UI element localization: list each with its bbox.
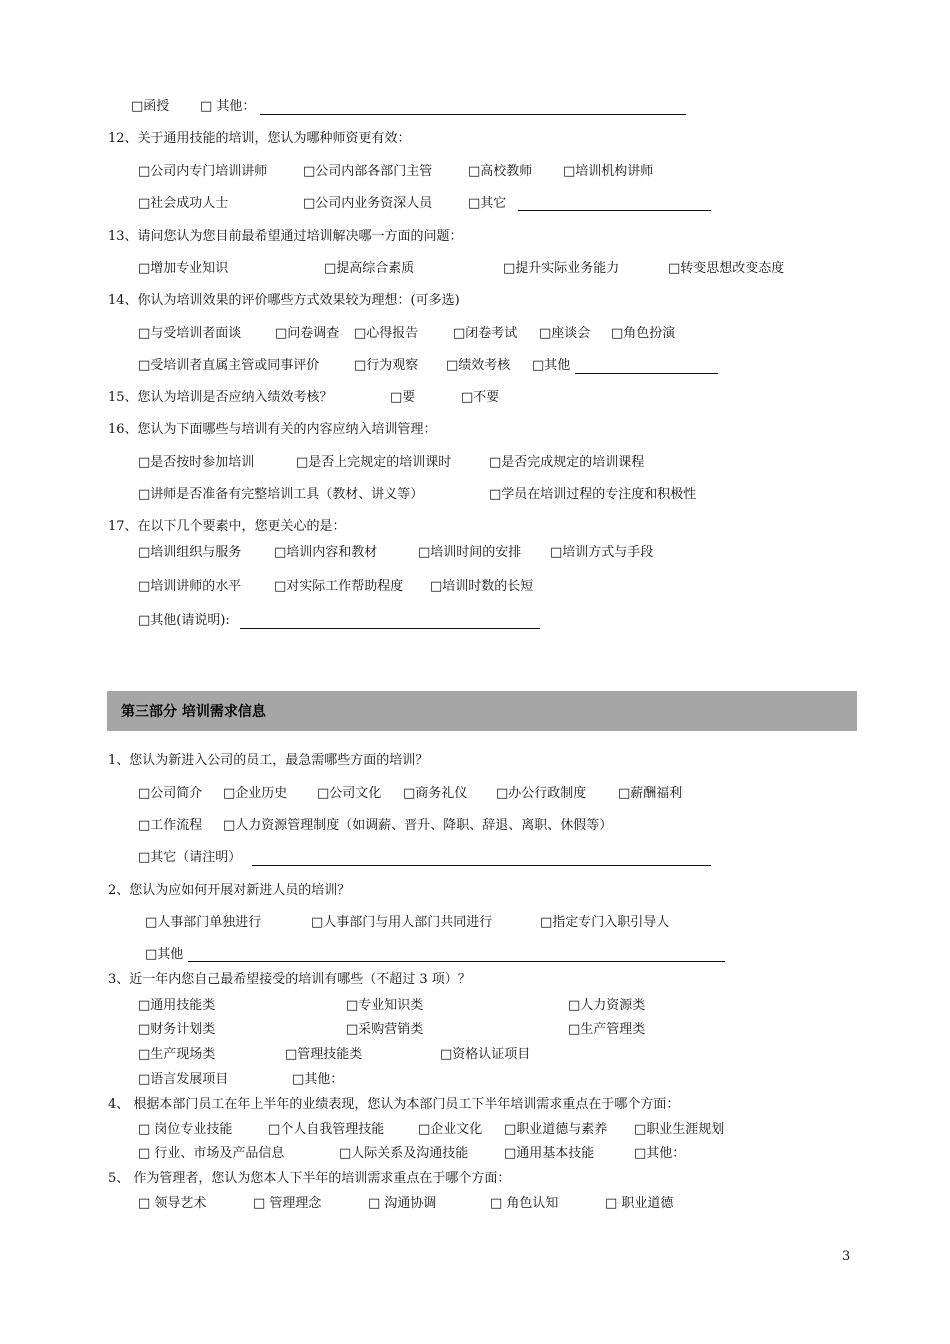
s3q3-option[interactable]: □专业知识类 [346,998,424,1013]
s3-question-5: 5、 作为管理者，您认为您本人下半年的培训需求重点在于哪个方面： [108,1171,511,1186]
s3q1-option[interactable]: □薪酬福利 [618,786,683,801]
q13-option[interactable]: □提高综合素质 [324,261,415,276]
section-header-bar [107,691,857,731]
q13-option[interactable]: □提升实际业务能力 [503,261,620,276]
q16-option[interactable]: □是否完成规定的培训课程 [489,455,645,470]
s3q3-option[interactable]: □采购营销类 [346,1022,424,1037]
q17-option[interactable]: □培训组织与服务 [138,545,242,560]
s3q1-option[interactable]: □企业历史 [223,786,288,801]
section-title: 第三部分 培训需求信息 [121,704,266,720]
fill-in-line[interactable] [575,373,718,374]
s3q4-option[interactable]: □职业道德与素养 [504,1122,608,1137]
s3-question-3: 3、近一年内您自己最希望接受的培训有哪些（不超过 3 项）？ [108,972,471,987]
s3q4-option[interactable]: □个人自我管理技能 [268,1122,385,1137]
s3q1-option[interactable]: □公司简介 [138,786,203,801]
s3q5-option[interactable]: □ 领导艺术 [138,1196,207,1211]
q14-option-other[interactable]: □其他 [532,358,571,373]
q17-option[interactable]: □培训讲师的水平 [138,579,242,594]
s3q3-option[interactable]: □管理技能类 [285,1047,363,1062]
s3q3-option[interactable]: □人力资源类 [568,998,646,1013]
s3q3-option[interactable]: □生产现场类 [138,1047,216,1062]
page-number: 3 [842,1249,851,1264]
q12-option[interactable]: □培训机构讲师 [563,164,654,179]
q14-option[interactable]: □行为观察 [354,358,419,373]
fill-in-line[interactable] [252,865,711,866]
q13-option[interactable]: □增加专业知识 [138,261,229,276]
fill-in-line[interactable] [518,210,711,211]
question-12: 12、关于通用技能的培训，您认为哪种师资更有效： [108,131,411,146]
s3q2-option[interactable]: □人事部门与用人部门共同进行 [311,915,493,930]
s3q1-option[interactable]: □公司文化 [317,786,382,801]
q17-option[interactable]: □培训时数的长短 [430,579,534,594]
s3q4-option[interactable]: □通用基本技能 [504,1146,595,1161]
q14-option[interactable]: □心得报告 [354,326,419,341]
s3q2-option[interactable]: □人事部门单独进行 [145,915,262,930]
s3q5-option[interactable]: □ 职业道德 [605,1196,674,1211]
s3q4-option[interactable]: □ 岗位专业技能 [138,1122,233,1137]
fill-in-line[interactable] [260,114,686,115]
q16-option[interactable]: □学员在培训过程的专注度和积极性 [489,487,697,502]
q14-option[interactable]: □问卷调查 [275,326,340,341]
s3q4-option-other[interactable]: □其他： [634,1146,686,1161]
q14-option[interactable]: □座谈会 [539,326,591,341]
q12-option-other[interactable]: □其它 [468,196,507,211]
q17-option-other[interactable]: □其他(请说明): [138,613,230,628]
s3q3-option[interactable]: □生产管理类 [568,1022,646,1037]
question-16: 16、您认为下面哪些与培训有关的内容应纳入培训管理： [108,422,437,437]
q14-option[interactable]: □角色扮演 [611,326,676,341]
s3q5-option[interactable]: □ 沟通协调 [368,1196,437,1211]
s3-question-1: 1、您认为新进入公司的员工，最急需哪些方面的培训？ [108,753,429,768]
question-13: 13、请问您认为您目前最希望通过培训解决哪一方面的问题： [108,229,463,244]
fill-in-line[interactable] [240,628,540,629]
s3-question-2: 2、您认为应如何开展对新进人员的培训？ [108,883,351,898]
fill-in-line[interactable] [188,961,725,962]
question-15: 15、您认为培训是否应纳入绩效考核？ [108,390,333,405]
s3q5-option[interactable]: □ 管理理念 [253,1196,322,1211]
q14-option[interactable]: □受培训者直属主管或同事评价 [138,358,320,373]
s3q1-option-other[interactable]: □其它（请注明） [138,850,242,865]
q15-option-no[interactable]: □不要 [461,390,500,405]
option-correspondence[interactable]: □函授 [131,99,170,114]
q14-option[interactable]: □闭卷考试 [453,326,518,341]
q14-option[interactable]: □绩效考核 [446,358,511,373]
s3q4-option[interactable]: □人际关系及沟通技能 [339,1146,469,1161]
q12-option[interactable]: □公司内业务资深人员 [303,196,433,211]
q12-option[interactable]: □公司内部各部门主管 [303,164,433,179]
q17-option[interactable]: □对实际工作帮助程度 [274,579,404,594]
s3q4-option[interactable]: □企业文化 [418,1122,483,1137]
q16-option[interactable]: □是否按时参加培训 [138,455,255,470]
s3q3-option[interactable]: □通用技能类 [138,998,216,1013]
s3q4-option[interactable]: □ 行业、市场及产品信息 [138,1146,285,1161]
s3-question-4: 4、 根据本部门员工在年上半年的业绩表现，您认为本部门员工下半年培训需求重点在于哪个方面： [108,1097,680,1112]
q12-option[interactable]: □公司内专门培训讲师 [138,164,268,179]
s3q1-option[interactable]: □工作流程 [138,818,203,833]
question-17: 17、在以下几个要素中，您更关心的是： [108,519,346,534]
q16-option[interactable]: □讲师是否准备有完整培训工具（教材、讲义等） [138,487,424,502]
s3q1-option[interactable]: □办公行政制度 [496,786,587,801]
option-other[interactable]: □ 其他： [200,99,256,114]
q14-option[interactable]: □与受培训者面谈 [138,326,242,341]
s3q2-option[interactable]: □指定专门入职引导人 [540,915,670,930]
s3q1-option[interactable]: □人力资源管理制度（如调薪、晋升、降职、辞退、离职、休假等） [223,818,613,833]
q17-option[interactable]: □培训内容和教材 [274,545,378,560]
s3q3-option[interactable]: □语言发展项目 [138,1072,229,1087]
s3q3-option[interactable]: □财务计划类 [138,1022,216,1037]
q17-option[interactable]: □培训方式与手段 [550,545,654,560]
q16-option[interactable]: □是否上完规定的培训课时 [296,455,452,470]
question-14: 14、你认为培训效果的评价哪些方式效果较为理想：(可多选) [108,293,460,308]
s3q1-option[interactable]: □商务礼仪 [403,786,468,801]
q15-option-yes[interactable]: □要 [390,390,416,405]
s3q4-option[interactable]: □职业生涯规划 [634,1122,725,1137]
s3q2-option-other[interactable]: □其他 [145,947,184,962]
q13-option[interactable]: □转变思想改变态度 [668,261,785,276]
s3q5-option[interactable]: □ 角色认知 [490,1196,559,1211]
s3q3-option[interactable]: □资格认证项目 [440,1047,531,1062]
q12-option[interactable]: □高校教师 [468,164,533,179]
q12-option[interactable]: □社会成功人士 [138,196,229,211]
s3q3-option-other[interactable]: □其他： [292,1072,344,1087]
q17-option[interactable]: □培训时间的安排 [418,545,522,560]
